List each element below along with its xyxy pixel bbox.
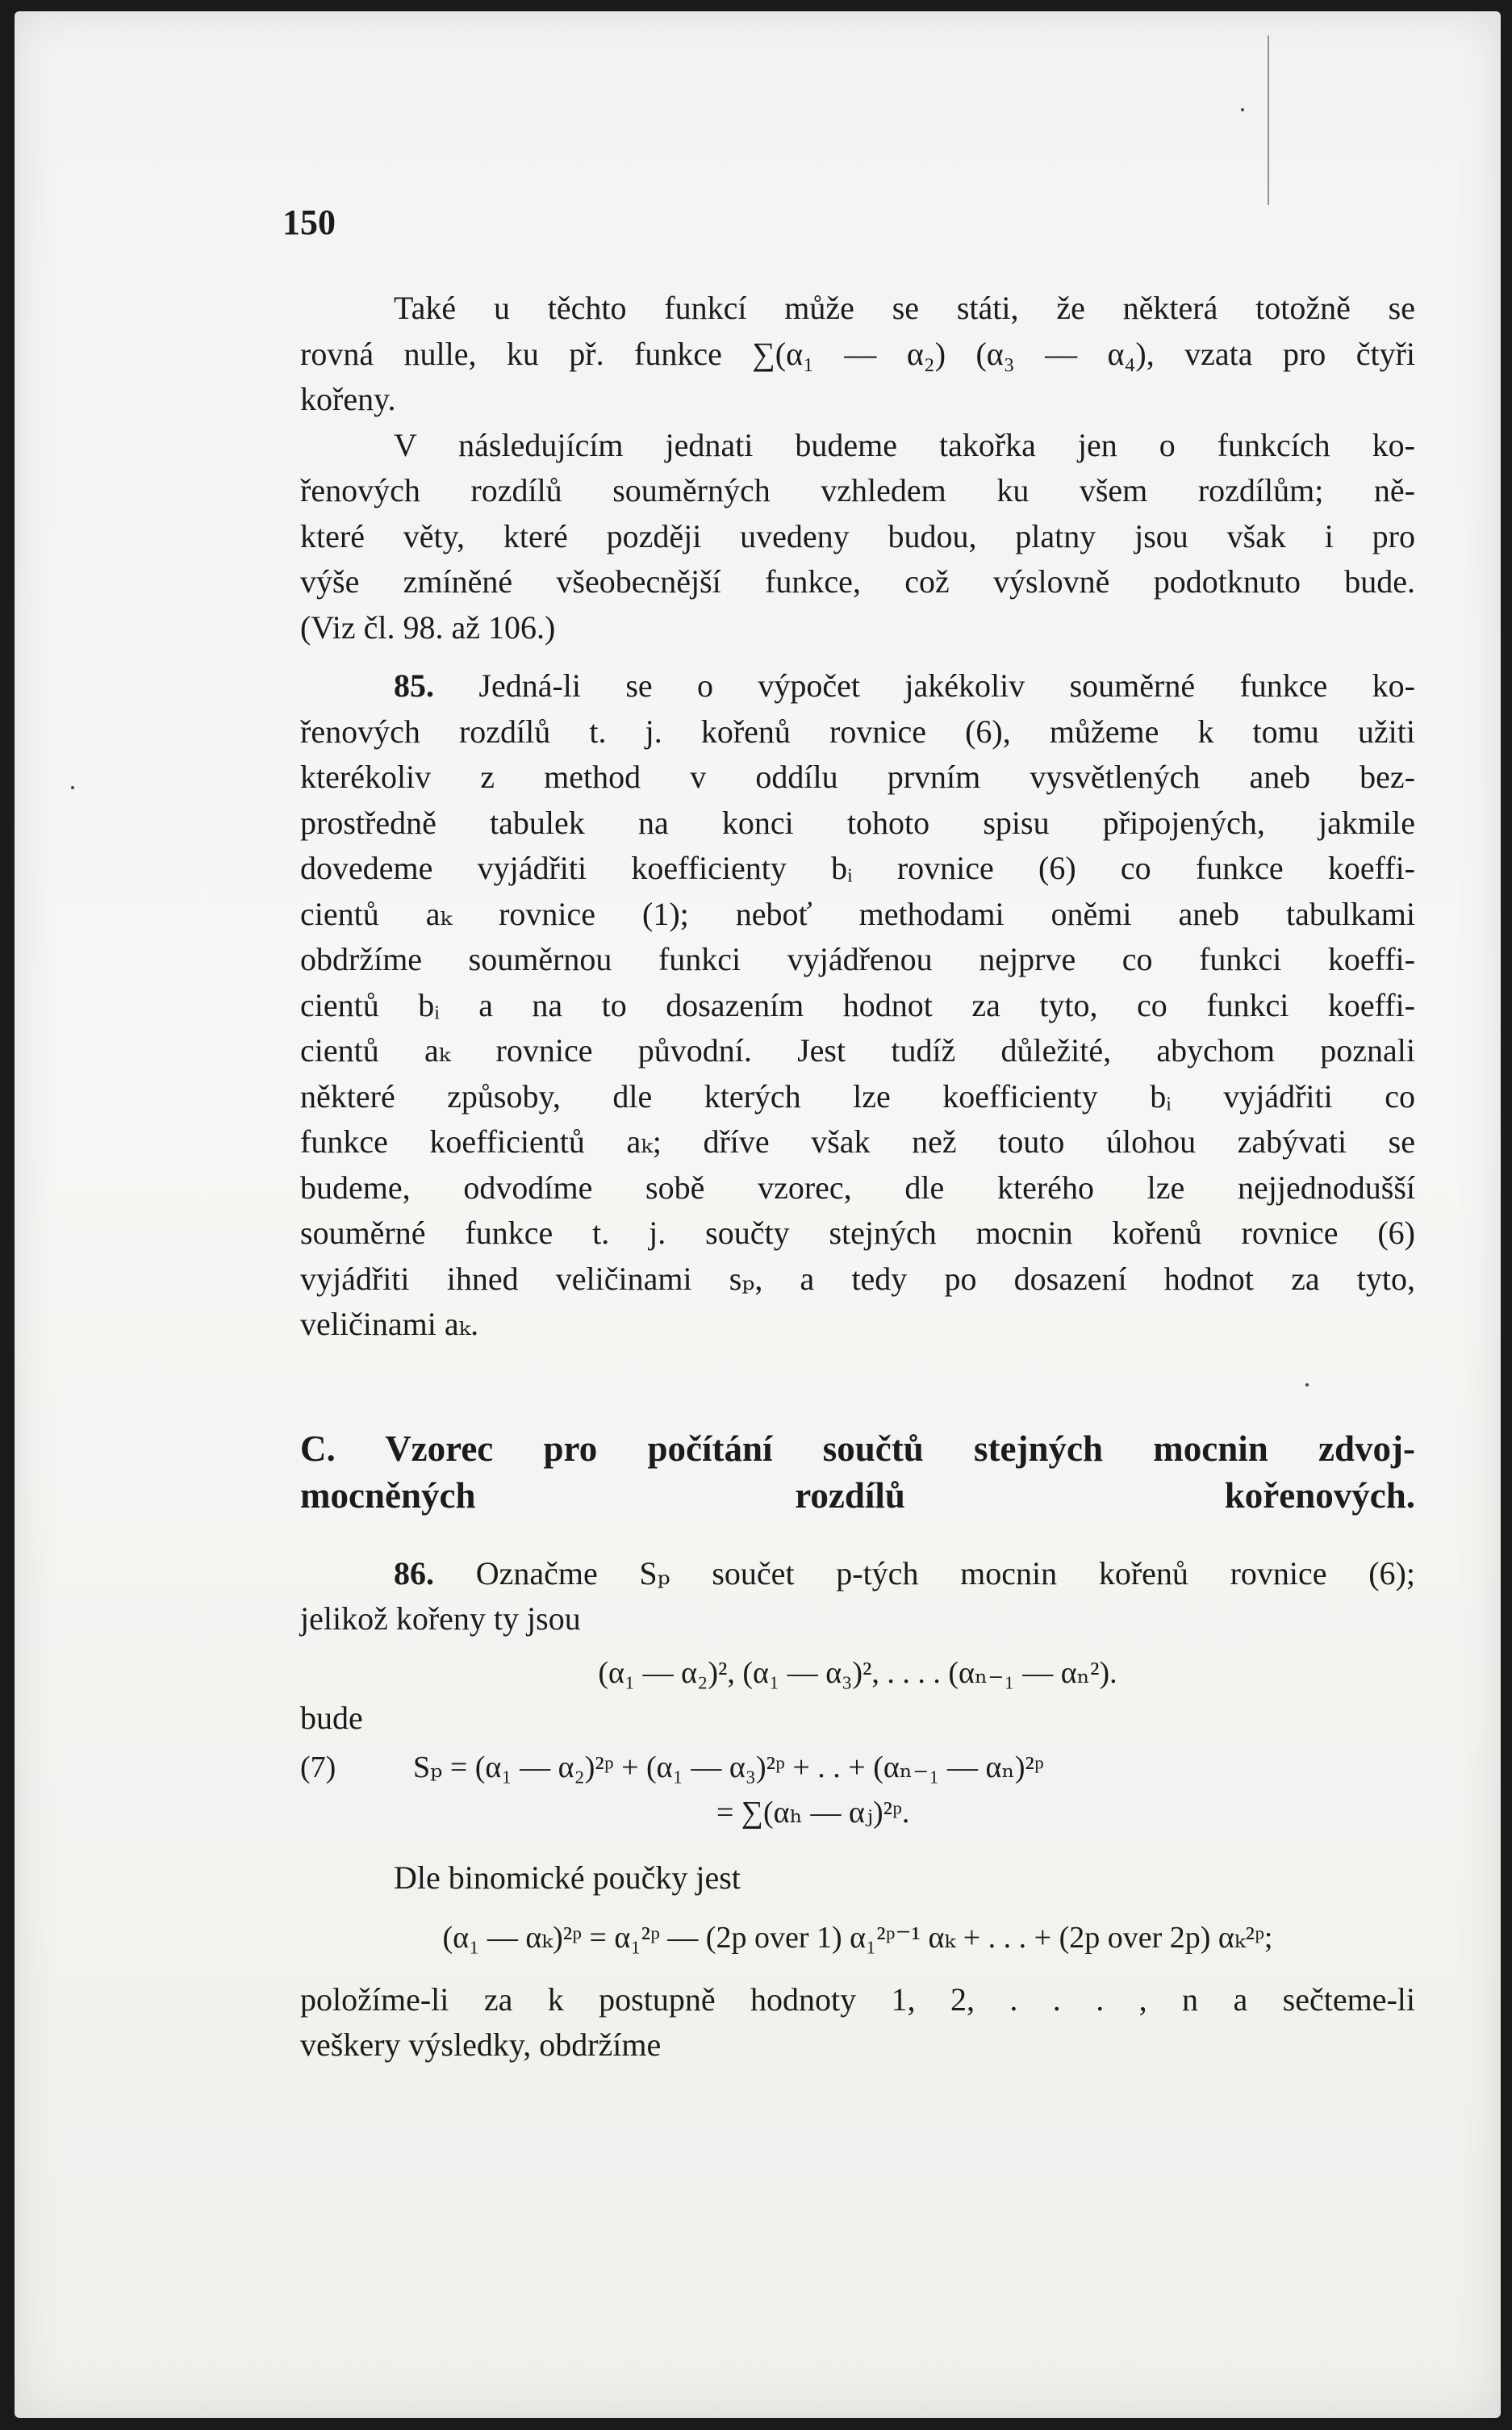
text-line: V následujícím jednati budeme takořka jen o funkcích ko- — [394, 426, 1415, 463]
section-number: 86. — [394, 1554, 434, 1591]
text-line — [300, 1551, 1415, 1597]
text-line: obdržíme souměrnou funkci vyjádřenou nejprve co funkci koeffi- — [300, 941, 1415, 977]
text-line: (Viz čl. 98. až 106.) — [300, 609, 556, 646]
equation-label: (7) — [300, 1750, 336, 1784]
text-line: jelikož kořeny ty jsou — [300, 1600, 581, 1637]
text-line: kterékoliv z method v oddílu prvním vysvětlených aneb bez- — [300, 759, 1415, 795]
heading-line: mocněných rozdílů kořenových. — [300, 1474, 1415, 1516]
text-line: Dle binomické poučky jest — [394, 1859, 741, 1896]
page-number: 150 — [282, 203, 336, 242]
scan-artifact-line — [1268, 36, 1269, 205]
page — [15, 11, 1501, 2418]
heading-line: C. Vzorec pro počítání součtů stejných mocnin zdvoj- — [300, 1428, 1415, 1469]
equation-line: Sₚ = (α₁ — α₂)²ᵖ + (α₁ — α₃)²ᵖ + . . + (αₙ₋₁ — αₙ)²ᵖ — [413, 1750, 1044, 1784]
page-body — [300, 286, 1415, 2068]
section-85 — [300, 663, 1415, 1348]
section-number: 85. — [394, 667, 434, 704]
equation-roots: (α₁ — α₂)², (α₁ — α₃)², . . . . (αₙ₋₁ — αₙ²). — [598, 1655, 1117, 1690]
section-first-line: Jedná-li se o výpočet jakékoliv souměrné funkce ko- — [478, 667, 1415, 704]
text-line: položíme-li za k postupně hodnoty 1, 2, . . . , n a sečteme-li — [300, 1980, 1415, 2018]
paragraph-intro — [300, 286, 1415, 423]
text-line: rovná nulle, ku př. funkce ∑(α₁ — α₂) (α₃ — α₄), vzata pro čtyři — [300, 335, 1415, 372]
text-line: výše zmíněné všeobecnější funkce, což výslovně podotknuto bude. — [300, 563, 1415, 600]
scan-speck — [71, 786, 74, 789]
text-line: budeme, odvodíme sobě vzorec, dle kterého lze nejjednodušší — [300, 1169, 1415, 1206]
text-line — [300, 663, 1415, 709]
text-line: dovedeme vyjádřiti koefficienty bᵢ rovnice (6) co funkce koeffi- — [300, 850, 1415, 886]
text-line: cientů bᵢ a na to dosazením hodnot za tyto, co funkci koeffi- — [300, 986, 1415, 1023]
text-line: řenových rozdílů t. j. kořenů rovnice (6), můžeme k tomu užiti — [300, 713, 1415, 750]
equation-7 — [300, 1745, 1415, 1791]
text-line: cientů aₖ rovnice (1); neboť methodami oněmi aneb tabulkami — [300, 895, 1415, 932]
text-line: vyjádřiti ihned veličinami sₚ, a tedy po dosazení hodnot za tyto, — [300, 1260, 1415, 1297]
equation-line: = ∑(αₕ — αⱼ)²ᵖ. — [716, 1796, 910, 1830]
section-first-line: Označme Sₚ součet p-tých mocnin kořenů rovnice (6); — [475, 1554, 1415, 1591]
section-heading — [300, 1425, 1415, 1519]
text-line: které věty, které později uvedeny budou, platny jsou však i pro — [300, 517, 1415, 554]
scan-speck — [1241, 108, 1244, 111]
section-86 — [300, 1551, 1415, 2068]
text-line: řenových rozdílů souměrných vzhledem ku všem rozdílům; ně- — [300, 472, 1415, 508]
text-line: Také u těchto funkcí může se státi, že některá totožně se — [394, 290, 1415, 326]
text-line: veškery výsledky, obdržíme — [300, 2026, 662, 2063]
text-line: funkce koefficientů aₖ; dříve však než touto úlohou zabývati se — [300, 1123, 1415, 1160]
paragraph-following — [300, 423, 1415, 651]
text-line: bude — [300, 1700, 363, 1736]
text-line: souměrné funkce t. j. součty stejných mocnin kořenů rovnice (6) — [300, 1215, 1415, 1251]
text-line: prostředně tabulek na konci tohoto spisu připojených, jakmile — [300, 804, 1415, 841]
text-line: kořeny. — [300, 381, 396, 417]
text-line: cientů aₖ rovnice původní. Jest tudíž důležité, abychom poznali — [300, 1032, 1415, 1069]
text-line: veličinami aₖ. — [300, 1306, 479, 1342]
text-line: některé způsoby, dle kterých lze koefficienty bᵢ vyjádřiti co — [300, 1077, 1415, 1115]
equation-binomial: (α₁ — αₖ)²ᵖ = α₁²ᵖ — (2p over 1) α₁²ᵖ⁻¹ αₖ + . . . + (2p over 2p) αₖ²ᵖ; — [442, 1921, 1273, 1955]
